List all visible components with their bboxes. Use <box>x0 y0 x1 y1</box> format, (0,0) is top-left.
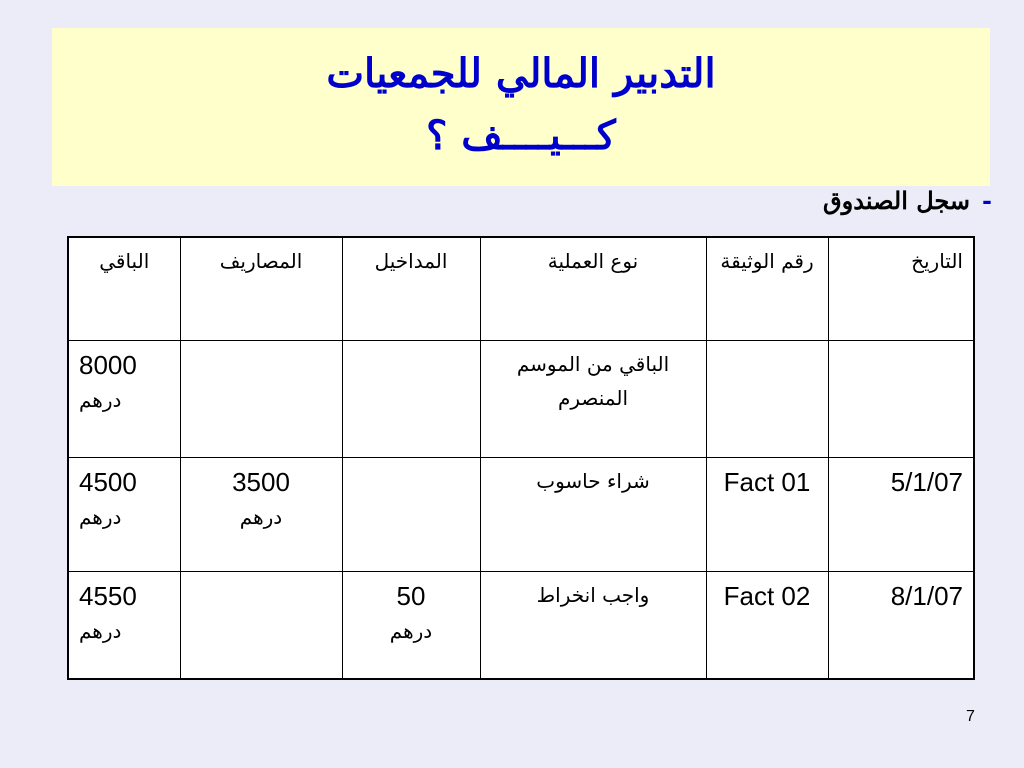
cash-register-table <box>67 236 975 680</box>
bullet-dash: - <box>982 186 992 215</box>
cell-operation: واجب انخراط <box>480 572 706 680</box>
section-heading <box>823 186 992 215</box>
cell-doc-number <box>706 341 828 458</box>
header-balance: الباقي <box>68 237 180 341</box>
cell-expenses <box>180 341 342 458</box>
cell-date: 8/1/07 <box>828 572 974 680</box>
cell-expenses <box>180 572 342 680</box>
header-expenses: المصاريف <box>180 237 342 341</box>
cell-date <box>828 341 974 458</box>
table-header-row <box>68 237 974 341</box>
cell-operation: الباقي من الموسم المنصرم <box>480 341 706 458</box>
cell-balance: 8000 درهم <box>68 341 180 458</box>
header-operation: نوع العملية <box>480 237 706 341</box>
cell-date: 5/1/07 <box>828 458 974 572</box>
cell-income <box>342 458 480 572</box>
cell-doc-number: Fact 01 <box>706 458 828 572</box>
cell-operation: شراء حاسوب <box>480 458 706 572</box>
slide-title-question: كـــيــــف ؟ <box>426 112 616 159</box>
title-banner <box>52 28 990 186</box>
cell-doc-number: Fact 02 <box>706 572 828 680</box>
header-doc-number: رقم الوثيقة <box>706 237 828 341</box>
cell-expenses: 3500 درهم <box>180 458 342 572</box>
slide-title: التدبير المالي للجمعيات <box>326 50 716 97</box>
table-row <box>68 341 974 458</box>
cell-balance: 4550 درهم <box>68 572 180 680</box>
section-heading-text: سجل الصندوق <box>823 186 971 215</box>
page-number: 7 <box>966 708 975 725</box>
cell-income: 50 درهم <box>342 572 480 680</box>
header-income: المداخيل <box>342 237 480 341</box>
cell-income <box>342 341 480 458</box>
cell-balance: 4500 درهم <box>68 458 180 572</box>
table-row <box>68 458 974 572</box>
table-row <box>68 572 974 680</box>
header-date: التاريخ <box>828 237 974 341</box>
